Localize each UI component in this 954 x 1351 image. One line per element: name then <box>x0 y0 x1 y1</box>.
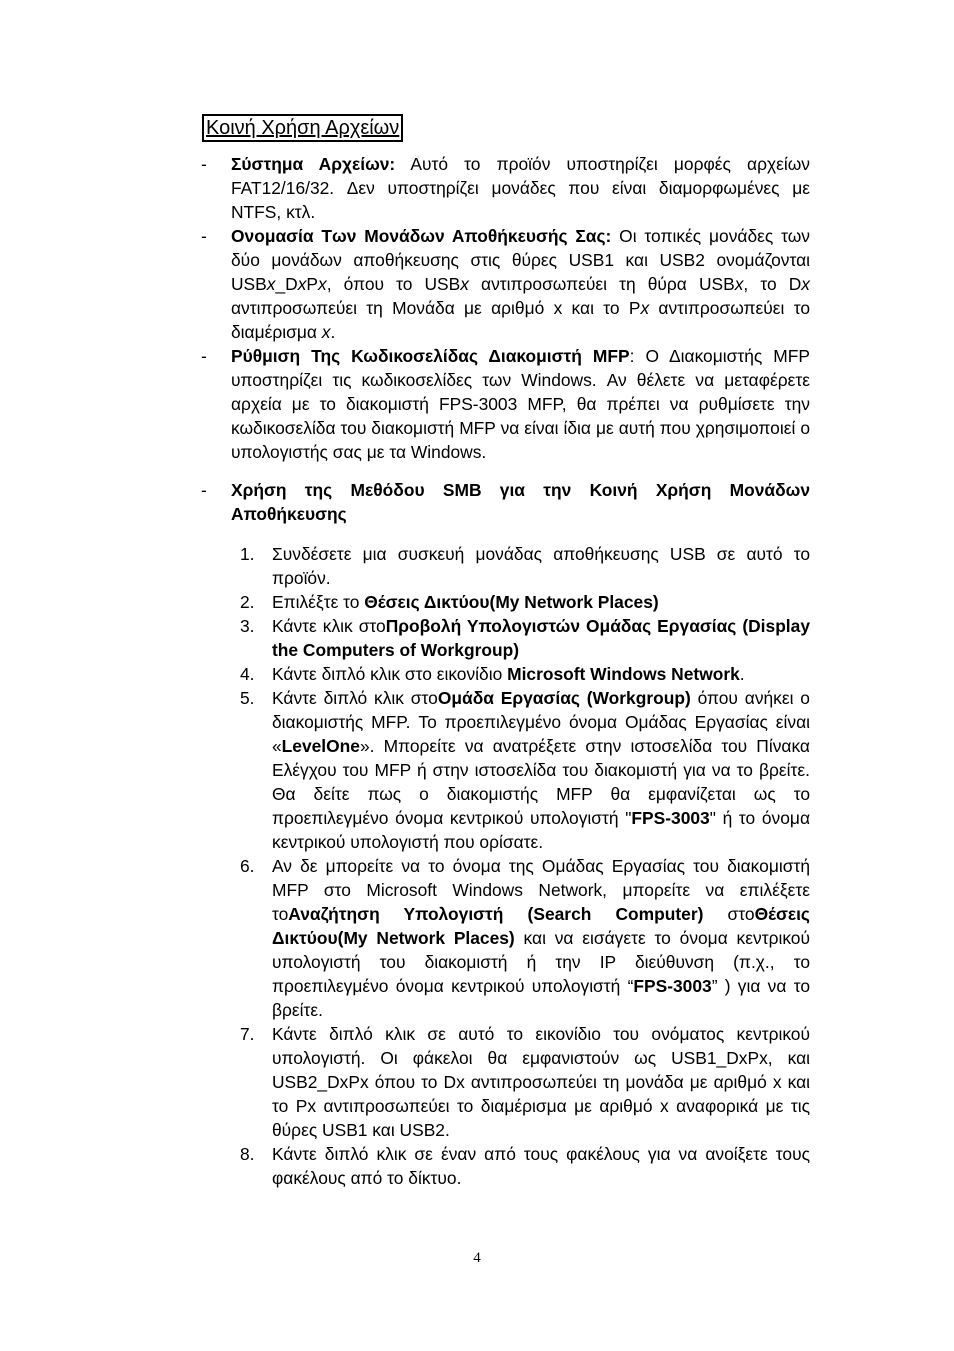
step-number: 1. <box>240 544 255 564</box>
bullet-text: αντιπροσωπεύει τη Μονάδα με αριθμό x και το P <box>231 298 641 318</box>
var-x: x <box>266 274 276 294</box>
bullet-dash: - <box>201 346 207 366</box>
bullet-dash: - <box>201 480 207 500</box>
bullet-file-system <box>201 152 810 224</box>
step-text: Κάντε κλικ στο <box>272 616 386 636</box>
bullet-list <box>201 152 810 526</box>
step-item <box>240 662 810 686</box>
step-text: Αν δε μπορείτε να το όνομα της Ομάδας Εργασίας του διακομιστή MFP στο Microsoft Windows Network, μπορείτε να επιλέξετε το <box>272 856 810 924</box>
var-x: x <box>321 322 331 342</box>
step-number: 3. <box>240 616 255 636</box>
step-text: Επιλέξτε το <box>272 592 365 612</box>
step-text: στο <box>703 904 755 924</box>
bullet-smb <box>201 478 810 526</box>
bullet-text: . <box>330 322 336 342</box>
step-bold: Θέσεις Δικτύου(My Network Places) <box>364 592 659 612</box>
bullet-text: αντιπροσωπεύει τη θύρα USB <box>468 274 735 294</box>
step-text: Συνδέσετε μια συσκευή μονάδας αποθήκευσης USB σε αυτό το προϊόν. <box>272 544 810 588</box>
bullet-drive-naming <box>201 224 810 344</box>
var-x: x <box>640 298 650 318</box>
bullet-heading: Ρύθμιση Της Κωδικοσελίδας Διακομιστή MFP <box>231 346 630 366</box>
bullet-dash: - <box>201 154 207 174</box>
step-bold: FPS-3003 <box>631 808 710 828</box>
step-item <box>240 590 810 614</box>
step-bold: FPS-3003 <box>633 976 712 996</box>
step-bold: Προβολή Υπολογιστών Ομάδας Εργασίας (Display the Computers of Workgroup) <box>272 616 810 660</box>
bullet-heading: Σύστημα Αρχείων: <box>231 154 396 174</box>
step-item <box>240 1142 810 1190</box>
step-text: ” ) για να το βρείτε. <box>272 976 810 1020</box>
step-text: ». Μπορείτε να ανατρέξετε στην ιστοσελίδα του Πίνακα Ελέγχου του MFP ή στην ιστοσελίδα του διακομιστή για να το βρείτε. Θα δείτε πως ο διακομιστής MFP θα εμφανίζεται ως το προεπιλεγμένο όνομα κεντρικού υπολογιστή " <box>272 736 810 828</box>
page-number: 4 <box>473 1250 481 1266</box>
step-text: Κάντε διπλό κλικ σε έναν από τους φακέλους για να ανοίξετε τους φακέλους από το δίκτυο. <box>272 1144 810 1188</box>
step-number: 8. <box>240 1144 255 1164</box>
step-item <box>240 1022 810 1142</box>
step-text: Κάντε διπλό κλικ σε αυτό το εικονίδιο του ονόματος κεντρικού υπολογιστή. Οι φάκελοι θα εμφανιστούν ως USB1_DxPx, και USB2_DxPx όπου το Dx αντιπροσωπεύει τη μονάδα με αριθμό x και το Px αντιπροσωπεύει το διαμέρισμα με αριθμό x αναφορικά με τις θύρες USB1 και USB2. <box>272 1024 810 1140</box>
step-bold: Θέσεις Δικτύου(My Network Places) <box>272 904 810 948</box>
var-x: x <box>734 274 744 294</box>
bullet-text: P <box>306 274 319 294</box>
bullet-text: _D <box>275 274 298 294</box>
var-x: x <box>318 274 327 294</box>
step-text: " ή το όνομα κεντρικού υπολογιστή που ορίσατε. <box>272 808 811 852</box>
var-x: x <box>801 274 810 294</box>
step-bold: Αναζήτηση Υπολογιστή (Search Computer) <box>288 904 704 924</box>
section-title: Κοινή Χρήση Αρχείων <box>202 114 403 142</box>
bullet-codepage <box>201 344 810 464</box>
step-number: 5. <box>240 688 255 708</box>
step-bold: Ομάδα Εργασίας (Workgroup) <box>437 688 691 708</box>
bullet-heading: Ονομασία Των Μονάδων Αποθήκευσής Σας: <box>231 226 612 246</box>
step-item <box>240 686 810 854</box>
step-bold: Microsoft Windows Network <box>507 664 740 684</box>
bullet-heading: Χρήση της Μεθόδου SMB για την Κοινή Χρήση Μονάδων Αποθήκευσης <box>231 480 810 524</box>
bullet-dash: - <box>201 226 207 246</box>
var-x: x <box>297 274 307 294</box>
step-number: 6. <box>240 856 255 876</box>
step-number: 4. <box>240 664 255 684</box>
step-number: 7. <box>240 1024 255 1044</box>
bullet-text: Οι τοπικές μονάδες των δύο μονάδων αποθήκευσης στις θύρες USB1 και USB2 ονομάζονται USB <box>231 226 810 294</box>
step-item <box>240 854 810 1022</box>
step-item <box>240 542 810 590</box>
bullet-text: : Ο Διακομιστής MFP υποστηρίζει τις κωδικοσελίδες των Windows. Αν θέλετε να μεταφέρετε αρχεία με το διακομιστή FPS-3003 MFP, θα πρέπει να ρυθμίσετε την κωδικοσελίδα του διακομιστή MFP να είναι ίδια με αυτή που χρησιμοποιεί ο υπολογιστής σας με τα Windows. <box>231 346 810 462</box>
numbered-steps <box>240 542 810 1190</box>
step-item <box>240 614 810 662</box>
step-text: . <box>739 664 745 684</box>
bullet-text: Αυτό το προϊόν υποστηρίζει μορφές αρχείων FAT12/16/32. Δεν υποστηρίζει μονάδες που είναι διαμορφωμένες με NTFS, κτλ. <box>231 154 810 222</box>
bullet-text: , το D <box>743 274 802 294</box>
step-text: Κάντε διπλό κλικ στο <box>272 688 438 708</box>
step-text: και να εισάγετε το όνομα κεντρικού υπολογιστή του διακομιστή ή την IP διεύθυνση (π.χ., το προεπιλεγμένο όνομα κεντρικού υπολογιστή “ <box>272 928 810 996</box>
step-bold: LevelOne <box>281 736 360 756</box>
var-x: x <box>460 274 469 294</box>
bullet-text: , όπου το USB <box>326 274 461 294</box>
step-number: 2. <box>240 592 255 612</box>
bullet-text: αντιπροσωπεύει το διαμέρισμα <box>231 298 811 342</box>
step-text: όπου ανήκει ο διακομιστής MFP. Το προεπιλεγμένο όνομα Ομάδας Εργασίας είναι « <box>272 688 810 756</box>
step-text: Κάντε διπλό κλικ στο εικονίδιο <box>272 664 508 684</box>
